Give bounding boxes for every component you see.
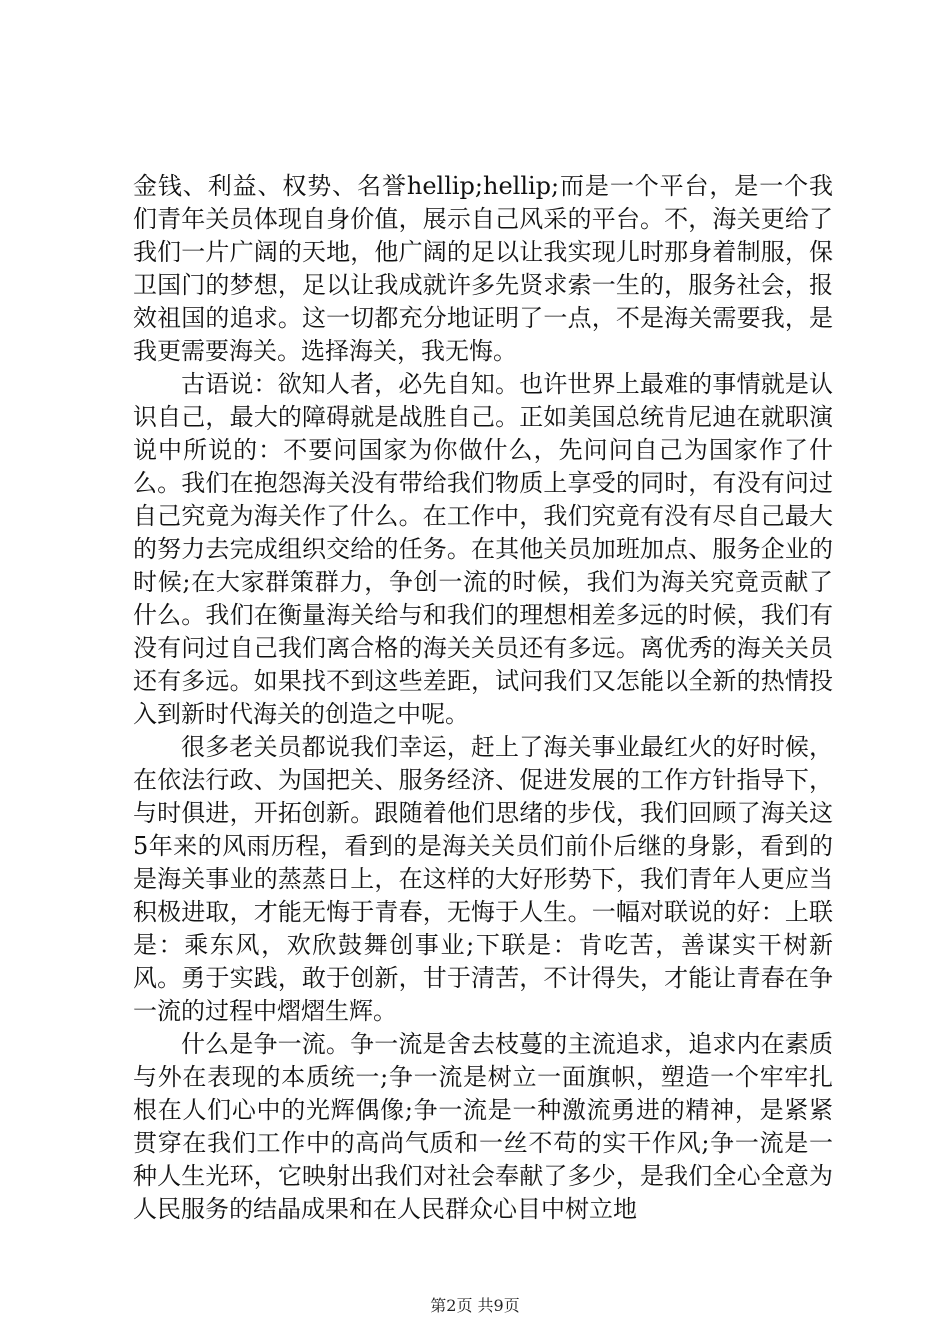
paragraph-2: 古语说：欲知人者，必先自知。也许世界上最难的事情就是认识自己，最大的障碍就是战胜自己。正如美国总统肯尼迪在就职演说中所说的：不要问国家为你做什么，先问问自己为国家作了什么。我们在抱怨海关没有带给我们物质上享受的同时，有没有问过自己究竟为海关作了什么。在工作中，我们究竟有没有尽自己最大的努力去完成组织交给的任务。在其他关员加班加点、服务企业的时候;在大家群策群力，争创一流的时候，我们为海关究竟贡献了什么。我们在衡量海关给与和我们的理想相差多远的时候，我们有没有问过自己我们离合格的海关关员还有多远。离优秀的海关关员还有多远。如果找不到这些差距，试问我们又怎能以全新的热情投入到新时代海关的创造之中呢。 (133, 370, 833, 728)
paragraph-3: 很多老关员都说我们幸运，赶上了海关事业最红火的好时候，在依法行政、为国把关、服务经济、促进发展的工作方针指导下，与时俱进，开拓创新。跟随着他们思绪的步伐，我们回顾了海关这5年来的风雨历程，看到的是海关关员们前仆后继的身影，看到的是海关事业的蒸蒸日上，在这样的大好形势下，我们青年人更应当积极进取，才能无悔于青春，无悔于人生。一幅对联说的好：上联是：乘东风，欢欣鼓舞创事业;下联是：肯吃苦，善谋实干树新风。勇于实践，敢于创新，甘于清苦，不计得失，才能让青春在争一流的过程中熠熠生辉。 (133, 733, 833, 1025)
page-footer: 第2页 共9页 (430, 1296, 520, 1315)
paragraph-1: 金钱、利益、权势、名誉hellip;hellip;而是一个平台，是一个我们青年关员体现自身价值，展示自己风采的平台。不，海关更给了我们一片广阔的天地，他广阔的足以让我实现儿时那身着制服，保卫国门的梦想，足以让我成就许多先贤求索一生的，服务社会，报效祖国的追求。这一切都充分地证明了一点，不是海关需要我，是我更需要海关。选择海关，我无悔。 (133, 172, 833, 365)
paragraph-4: 什么是争一流。争一流是舍去枝蔓的主流追求，追求内在素质与外在表现的本质统一;争一流是树立一面旗帜，塑造一个牢牢扎根在人们心中的光辉偶像;争一流是一种激流勇进的精神，是紧紧贯穿在我们工作中的高尚气质和一丝不苟的实干作风;争一流是一种人生光环，它映射出我们对社会奉献了多少，是我们全心全意为人民服务的结晶成果和在人民群众心目中树立地 (133, 1030, 833, 1223)
document-body (133, 170, 833, 1226)
